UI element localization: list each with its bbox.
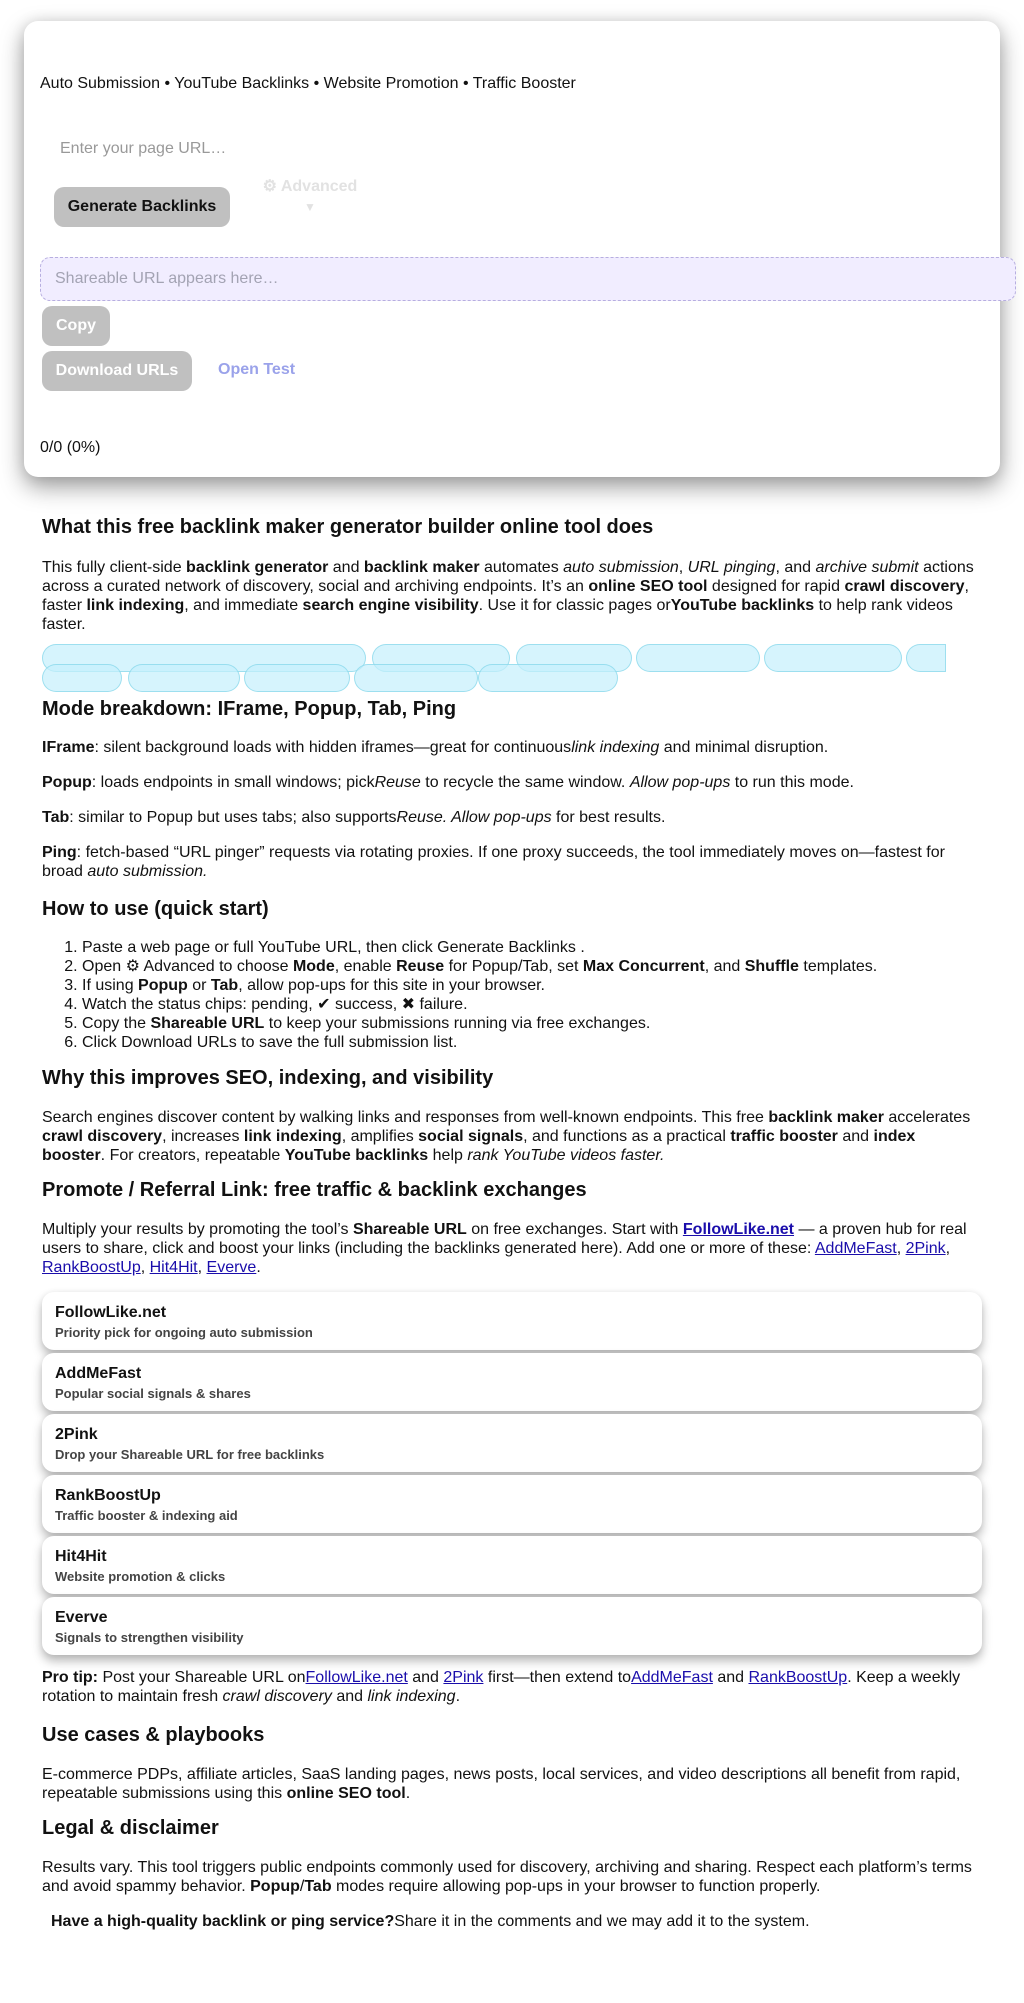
italic-text: archive submit — [815, 559, 919, 576]
link-followlike-net[interactable]: FollowLike.net — [682, 1221, 795, 1238]
exchange-name: 2Pink — [55, 1426, 98, 1443]
section-heading: What this free backlink maker generator builder online tool does — [42, 516, 654, 538]
status-chip — [42, 664, 122, 692]
text-run: , amplifies — [341, 1128, 419, 1145]
text-run: . Keep a weekly rotation to maintain fresh — [42, 1669, 961, 1705]
exchange-desc: Signals to strengthen visibility — [55, 1630, 244, 1645]
link-2pink[interactable]: 2Pink — [443, 1669, 484, 1686]
mode-popup — [42, 773, 982, 792]
advanced-label: ⚙ Advanced — [262, 178, 358, 195]
section-why — [42, 1067, 982, 1165]
tagline: Auto Submission • YouTube Backlinks • Website Promotion • Traffic Booster — [40, 75, 576, 92]
cta-bold: Have a high-quality backlink or ping service? — [51, 1913, 395, 1930]
text-run: to keep your submissions running via free exchanges. — [264, 1015, 651, 1032]
text-run: and — [331, 1688, 368, 1705]
text-run: actions across a curated network of discovery, social and archiving endpoints. It’s an — [42, 559, 974, 595]
section-modes — [42, 698, 982, 881]
section-promote — [42, 1179, 982, 1277]
section-heading: Mode breakdown: IFrame, Popup, Tab, Ping — [42, 698, 457, 720]
text-run: to run this mode. — [730, 774, 854, 791]
mode-tab — [42, 808, 982, 827]
text-run: Multiply your results by promoting the tool’s — [42, 1221, 353, 1238]
text-run: . — [455, 1688, 461, 1705]
bold-text: link indexing — [243, 1128, 342, 1145]
link-followlike-net[interactable]: FollowLike.net — [305, 1669, 408, 1686]
exchange-name: AddMeFast — [55, 1365, 142, 1382]
bold-text: YouTube backlinks — [284, 1147, 429, 1164]
section-legal — [42, 1817, 982, 1931]
link-addmefast[interactable]: AddMeFast — [814, 1240, 897, 1257]
text-run: , — [197, 1259, 207, 1276]
text-run: If using — [82, 977, 139, 994]
text-run: accelerates — [883, 1109, 971, 1126]
text-run: for best results. — [551, 809, 666, 826]
exchange-name: Everve — [55, 1609, 108, 1626]
bold-text: YouTube backlinks — [670, 597, 815, 614]
text-run: , faster — [42, 578, 969, 614]
link-rankboostup[interactable]: RankBoostUp — [748, 1669, 848, 1686]
text-run: on free exchanges. Start with — [466, 1221, 683, 1238]
exchange-name: FollowLike.net — [55, 1304, 167, 1321]
italic-text: Allow pop-ups — [629, 774, 731, 791]
link-2pink[interactable]: 2Pink — [905, 1240, 946, 1257]
bold-text: Mode — [292, 958, 335, 975]
italic-text: auto submission — [563, 559, 679, 576]
exchange-card-rankboostup[interactable] — [42, 1475, 982, 1533]
download-urls-button[interactable]: Download URLs — [42, 351, 192, 391]
status-chip — [478, 664, 618, 692]
italic-text: link indexing — [367, 1688, 456, 1705]
bold-text: online SEO tool — [588, 578, 708, 595]
text-run: , and functions as a practical — [523, 1128, 731, 1145]
pro-tip-text — [42, 1668, 982, 1706]
text-run: Click Download URLs to save the full submission list. — [82, 1034, 458, 1051]
bold-text: Popup — [250, 1878, 300, 1895]
text-run: Search engines discover content by walking links and responses from well-known endpoints. This free — [42, 1109, 769, 1126]
text-run: help — [428, 1147, 468, 1164]
link-hit4hit[interactable]: Hit4Hit — [149, 1259, 198, 1276]
text-run: , and — [775, 559, 816, 576]
text-run: automates — [479, 559, 564, 576]
text-run: Paste a web page or full YouTube URL, then click Generate Backlinks . — [82, 939, 585, 956]
generate-backlinks-button[interactable]: Generate Backlinks — [54, 187, 230, 227]
text-run: . For creators, repeatable — [100, 1147, 285, 1164]
advanced-toggle[interactable] — [260, 177, 360, 217]
bold-text: Popup — [138, 977, 188, 994]
italic-text: crawl discovery — [222, 1688, 332, 1705]
status-chip — [636, 644, 760, 672]
step-item — [82, 957, 982, 976]
exchange-card-2pink[interactable] — [42, 1414, 982, 1472]
status-chip — [244, 664, 350, 692]
section-howto — [42, 898, 982, 1052]
bold-text: index booster — [42, 1128, 916, 1164]
text-run: Results vary. This tool triggers public endpoints commonly used for discovery, archiving and sharing. Respect each platform’s terms and avoid spammy behavior. — [42, 1859, 972, 1895]
text-run: : fetch-based “URL pinger” requests via rotating proxies. If one proxy succeeds, the tool immediately moves on—fastest for broad — [42, 844, 945, 880]
text-run: designed for rapid — [707, 578, 845, 595]
progress-text: 0/0 (0%) — [40, 439, 101, 456]
italic-text: Reuse — [374, 774, 421, 791]
italic-text: Reuse. Allow pop-ups — [396, 809, 552, 826]
status-chips — [42, 644, 942, 700]
bold-text: traffic booster — [730, 1128, 838, 1145]
bold-text: Tab — [42, 809, 70, 826]
link-everve[interactable]: Everve — [206, 1259, 257, 1276]
text-run: Watch the status chips: pending, ✔ success, ✖ failure. — [82, 996, 468, 1013]
text-run: , — [678, 559, 688, 576]
bold-text: Tab — [304, 1878, 332, 1895]
italic-text: rank YouTube videos faster. — [467, 1147, 665, 1164]
status-chip — [906, 644, 946, 672]
status-chip — [128, 664, 240, 692]
section-heading: Legal & disclaimer — [42, 1817, 219, 1839]
step-item — [82, 995, 982, 1014]
section-usecases — [42, 1724, 982, 1803]
step-item — [82, 1033, 982, 1052]
text-run: / — [299, 1878, 305, 1895]
text-run: , — [896, 1240, 906, 1257]
page-url-input[interactable] — [40, 133, 640, 165]
text-run: first—then extend to — [483, 1669, 632, 1686]
text-run: , enable — [334, 958, 397, 975]
exchange-desc: Traffic booster & indexing aid — [55, 1508, 238, 1523]
text-run: and — [328, 559, 364, 576]
bold-text: Ping — [42, 844, 77, 861]
text-run: Copy the — [82, 1015, 151, 1032]
text-run: Post your Shareable URL on — [98, 1669, 306, 1686]
bold-text: crawl discovery — [42, 1128, 163, 1145]
bold-text: IFrame — [42, 739, 95, 756]
bold-text: Max Concurrent — [582, 958, 705, 975]
status-chip — [354, 664, 478, 692]
exchange-name: Hit4Hit — [55, 1548, 107, 1565]
section-paragraph — [42, 558, 982, 634]
text-run: — a proven hub for real users to share, click and boost your links (including the backlinks generated here). Add one or more of these: — [42, 1221, 967, 1257]
text-run: and — [407, 1669, 444, 1686]
text-run: to recycle the same window. — [420, 774, 630, 791]
exchange-card-followlike[interactable] — [42, 1292, 982, 1350]
status-chip — [764, 644, 902, 672]
bold-text: online SEO tool — [286, 1785, 406, 1802]
bold-text: Shuffle — [744, 958, 799, 975]
text-run: : similar to Popup but uses tabs; also supports — [69, 809, 397, 826]
generator-card — [24, 21, 1000, 477]
section-heading: Promote / Referral Link: free traffic & backlink exchanges — [42, 1179, 587, 1201]
text-run: : silent background loads with hidden iframes—great for continuous — [94, 739, 572, 756]
section-paragraph — [42, 1108, 982, 1165]
text-run: , allow pop-ups for this site in your browser. — [238, 977, 545, 994]
pro-tip — [42, 1668, 982, 1706]
bold-text: backlink maker — [363, 559, 480, 576]
link-rankboostup[interactable]: RankBoostUp — [42, 1259, 141, 1276]
italic-text: URL pinging — [687, 559, 776, 576]
bold-text: search engine visibility — [302, 597, 479, 614]
text-run: , and immediate — [184, 597, 303, 614]
bold-text: Reuse — [396, 958, 445, 975]
chevron-down-icon: ▼ — [304, 200, 316, 214]
bold-text: Shareable URL — [352, 1221, 467, 1238]
exchange-card-addmefast[interactable] — [42, 1353, 982, 1411]
text-run: This fully client-side — [42, 559, 187, 576]
section-what — [42, 516, 982, 634]
bold-text: Popup — [42, 774, 92, 791]
text-run: , — [945, 1240, 951, 1257]
section-paragraph — [42, 1220, 982, 1277]
exchange-desc: Website promotion & clicks — [55, 1569, 226, 1584]
bold-text: backlink maker — [768, 1109, 884, 1126]
text-run: for Popup/Tab, set — [444, 958, 583, 975]
text-run: . Use it for classic pages or — [478, 597, 671, 614]
step-item — [82, 976, 982, 995]
text-run: and — [837, 1128, 874, 1145]
bold-text: Shareable URL — [150, 1015, 265, 1032]
exchange-desc: Popular social signals & shares — [55, 1386, 251, 1401]
mode-ping — [42, 843, 982, 881]
bold-text: backlink generator — [186, 559, 329, 576]
bold-text: crawl discovery — [844, 578, 965, 595]
steps-list — [42, 938, 982, 1052]
text-run: and minimal disruption. — [659, 739, 829, 756]
text-run: , — [140, 1259, 150, 1276]
bold-text: Pro tip: — [42, 1669, 98, 1686]
exchange-desc: Priority pick for ongoing auto submission — [55, 1325, 313, 1340]
text-run: Open ⚙ Advanced to choose — [82, 958, 293, 975]
exchange-desc: Drop your Shareable URL for free backlinks — [55, 1447, 325, 1462]
cta-line — [42, 1912, 982, 1931]
exchange-card-hit4hit[interactable] — [42, 1536, 982, 1594]
text-run: to help rank videos faster. — [42, 597, 953, 633]
text-run: , and — [704, 958, 745, 975]
open-test-link[interactable]: Open Test — [218, 361, 296, 378]
cta-text: Share it in the comments and we may add it to the system. — [394, 1913, 810, 1930]
bold-text: link indexing — [86, 597, 185, 614]
italic-text: link indexing — [571, 739, 660, 756]
section-heading: How to use (quick start) — [42, 898, 269, 920]
step-item — [82, 1014, 982, 1033]
text-run: templates. — [798, 958, 878, 975]
bold-text: social signals — [418, 1128, 524, 1145]
text-run: . — [256, 1259, 261, 1276]
section-heading: Why this improves SEO, indexing, and visibility — [42, 1067, 494, 1089]
text-run: . — [405, 1785, 411, 1802]
link-addmefast[interactable]: AddMeFast — [631, 1669, 713, 1686]
text-run: modes require allowing pop-ups in your browser to function properly. — [331, 1878, 821, 1895]
section-paragraph — [42, 1858, 982, 1896]
text-run: : loads endpoints in small windows; pick — [91, 774, 375, 791]
text-run: and — [712, 1669, 749, 1686]
exchange-card-everve[interactable] — [42, 1597, 982, 1655]
section-paragraph — [42, 1765, 982, 1803]
mode-iframe — [42, 738, 982, 757]
text-run: or — [187, 977, 211, 994]
exchange-name: RankBoostUp — [55, 1487, 161, 1504]
italic-text: auto submission. — [87, 863, 208, 880]
shareable-url-field[interactable]: Shareable URL appears here… — [40, 257, 1016, 301]
section-heading: Use cases & playbooks — [42, 1724, 265, 1746]
copy-button[interactable]: Copy — [42, 306, 110, 346]
bold-text: Tab — [210, 977, 239, 994]
step-item — [82, 938, 982, 957]
text-run: , increases — [162, 1128, 244, 1145]
text-run: E-commerce PDPs, affiliate articles, SaaS landing pages, news posts, local services, and video descriptions all benefit from rapid, repeatable submissions using this — [42, 1766, 961, 1802]
